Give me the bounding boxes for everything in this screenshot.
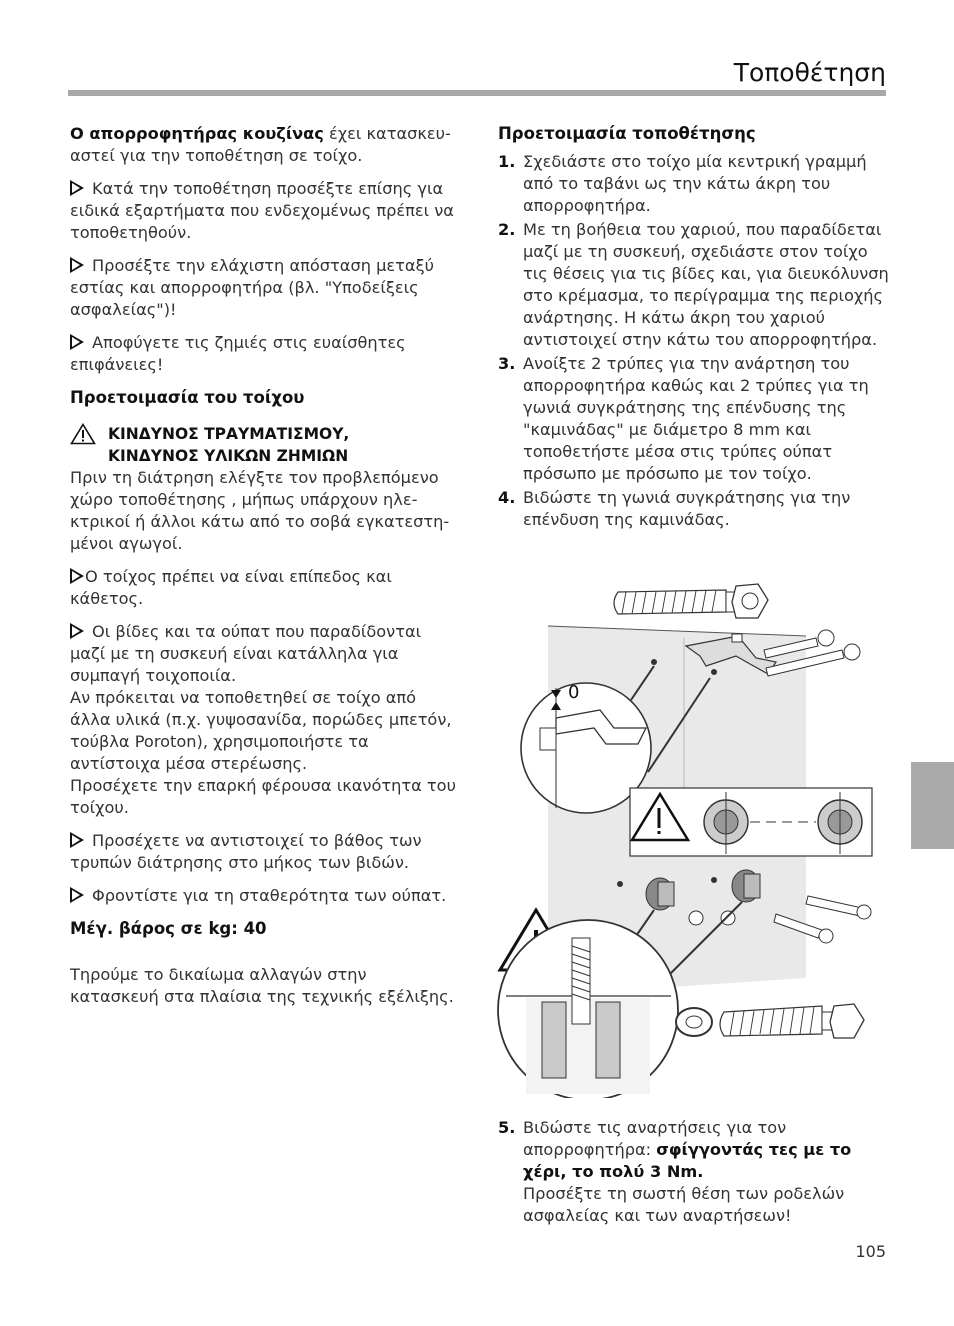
list-item: [498, 151, 890, 217]
note-wall-flat: [70, 566, 460, 610]
step-text: Σχεδιάστε στο τοίχο μία κεντρική γραμμή από το ταβάνι ως την κάτω άκρη του απορροφητήρα.: [523, 152, 867, 215]
step-text: [523, 1117, 890, 1227]
step-number: 1.: [498, 152, 516, 171]
warning-block: [70, 423, 460, 467]
note-text: Φροντίστε για τη σταθερότητα των ούπατ.: [92, 886, 447, 905]
disclaimer: Τηρούμε το δικαίωμα αλλαγών στην κατασκευή στα πλαίσια της τεχνικής εξέλιξης.: [70, 965, 454, 1006]
step-text: Με τη βοήθεια του χαριού, που παραδίδεται μαζί με τη συσκευή, σχεδιάστε στον τοίχο τις θέσεις για τις βίδες και, για διευκόλυνση στο κρέμασμα, το περίγραμμα της περιοχής ανάρτησης. Η κάτω άκρη του χαριού αντιστοιχεί στην κάτω του απορροφητήρα.: [523, 220, 889, 349]
note-arrow-icon: [70, 334, 84, 350]
note-arrow-icon: [70, 568, 84, 584]
step-text-bold: σφίγγοντάς τες με το χέρι, το πολύ 3 Nm.: [523, 1140, 852, 1181]
max-weight: Μέγ. βάρος σε kg: 40: [70, 919, 267, 938]
intro-paragraph: [70, 123, 460, 167]
note-text: Κατά την τοποθέτηση προσέξτε επίσης για ειδικά εξαρτήματα που ενδεχομένως πρέπει να τοποθετηθούν.: [70, 179, 454, 242]
list-item: [498, 219, 890, 351]
note-surfaces: [70, 332, 460, 376]
step-number: 3.: [498, 354, 516, 373]
note-text: Οι βίδες και τα ούπατ που παραδίδονται μαζί με τη συσκευή είναι κατάλληλα για συμπαγή τοιχοποιία.: [70, 622, 422, 685]
note-accessories: [70, 178, 460, 244]
zero-gap-label: 0: [568, 682, 580, 703]
warning-triangle-icon: [70, 423, 96, 445]
right-column: [498, 123, 890, 533]
steps-list: [498, 151, 890, 531]
step-5: [498, 1117, 890, 1227]
warning-line-2: ΚΙΝΔΥΝΟΣ ΥΛΙΚΩΝ ΖΗΜΙΩΝ: [108, 447, 349, 465]
note-text: Αν πρόκειται να τοποθετηθεί σε τοίχο από άλλα υλικά (π.χ. γυψοσανίδα, πορώδες μπετόν, τούβλα Poroton), χρησιμοποιήστε τα αντίστοιχα μέσα στερέωσης.: [70, 688, 452, 773]
screw-icon: [614, 584, 768, 618]
note-arrow-icon: [70, 257, 84, 273]
wall-prep-heading: Προετοιμασία του τοίχου: [70, 388, 305, 407]
warning-title: [108, 423, 349, 467]
left-column: [70, 123, 460, 1019]
intro-rest: έχει κατασκευ-αστεί για την τοποθέτηση σε τοίχο.: [70, 124, 451, 165]
note-text: Αποφύγετε τις ζημιές στις ευαίσθητες επιφάνειες!: [70, 333, 406, 374]
step-text: Βιδώστε τη γωνιά συγκράτησης για την επένδυση της καμινάδας.: [523, 488, 851, 529]
note-arrow-icon: [70, 623, 84, 639]
note-arrow-icon: [70, 832, 84, 848]
note-plug-stability: [70, 885, 460, 907]
note-text: Προσέξτε την ελάχιστη απόσταση μεταξύ εστίας και απορροφητήρα (βλ. "Υποδείξεις ασφαλείας")!: [70, 256, 434, 319]
page-title: Τοποθέτηση: [733, 58, 886, 87]
note-text: Ο τοίχος πρέπει να είναι επίπεδος και κάθετος.: [70, 567, 392, 608]
intro-bold: Ο απορροφητήρας κουζίνας: [70, 124, 324, 143]
note-arrow-icon: [70, 887, 84, 903]
step-text-part: Βιδώστε τις αναρτήσεις για τον απορροφητήρα:: [523, 1118, 787, 1159]
header-rule: [68, 90, 886, 96]
installation-prep-heading: Προετοιμασία τοποθέτησης: [498, 124, 756, 143]
list-item: [498, 353, 890, 485]
step-number: 4.: [498, 488, 516, 507]
screw-icon: [720, 1004, 864, 1038]
note-hole-depth: [70, 830, 460, 874]
list-item: [498, 487, 890, 531]
chapter-tab-marker: [911, 762, 954, 849]
step-text-part: Προσέξτε τη σωστή θέση των ροδελών ασφαλείας και των αναρτήσεων!: [523, 1184, 845, 1225]
installation-illustration: [496, 578, 886, 1098]
page-number: 105: [855, 1242, 886, 1261]
step-text: Ανοίξτε 2 τρύπες για την ανάρτηση του απορροφητήρα καθώς και 2 τρύπες για τη γωνιά συγκράτησης της επένδυσης της "καμινάδας" με διάμετρο 8 mm και τοποθετήστε μέσα στις τρύπες ούπατ πρόσωπο με πρόσωπο με τον τοίχο.: [523, 354, 869, 483]
note-arrow-icon: [70, 180, 84, 196]
note-text: Προσέχετε να αντιστοιχεί το βάθος των τρυπών διάτρησης στο μήκος των βιδών.: [70, 831, 422, 872]
step-number: 5.: [498, 1118, 516, 1137]
note-screws-plugs: [70, 621, 460, 819]
list-item: [498, 1117, 890, 1227]
step-number: 2.: [498, 220, 516, 239]
note-text: Προσέχετε την επαρκή φέρουσα ικανότητα του τοίχου.: [70, 776, 456, 817]
warning-body: Πριν τη διάτρηση ελέγξτε τον προβλεπόμενο χώρο τοποθέτησης , μήπως υπάρχουν ηλε-κτρικοί ή άλλοι κάτω από το σοβά εγκατεστη-μένοι αγωγοί.: [70, 468, 450, 553]
note-min-distance: [70, 255, 460, 321]
warning-line-1: ΚΙΝΔΥΝΟΣ ΤΡΑΥΜΑΤΙΣΜΟΥ,: [108, 425, 350, 443]
